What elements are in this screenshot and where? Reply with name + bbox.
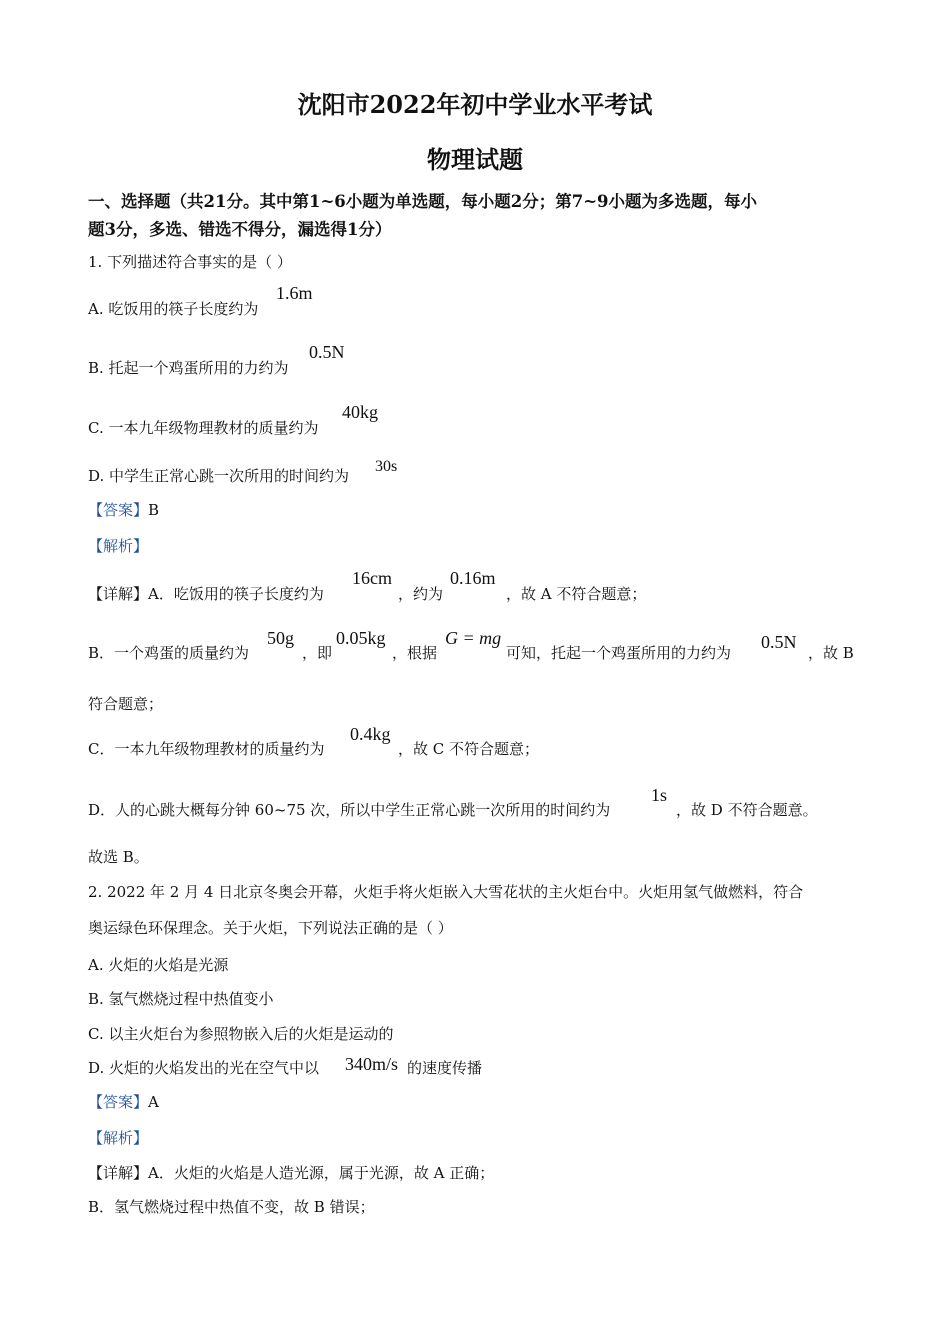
q1-detail-b-text6: 符合题意； <box>88 695 164 713</box>
q1-option-a: A. 吃饭用的筷子长度约为 <box>88 300 259 318</box>
q2-detail-b: B．氢气燃烧过程中热值不变，故 B 错误； <box>88 1198 375 1216</box>
formula-g-mg: G = mg <box>445 628 502 648</box>
q2-option-d-value: 340m/s <box>345 1054 399 1074</box>
q2-answer: A <box>148 1093 159 1111</box>
q1-answer-row <box>88 500 159 520</box>
q1-detail-b-text2: ，即 <box>302 644 333 662</box>
q1-option-b: B. 托起一个鸡蛋所用的力约为 <box>88 359 289 377</box>
section-heading-line1: 一、选择题（共21分。其中第1~6小题为单选题，每小题2分；第7~9小题为多选题，每小 <box>88 192 758 211</box>
q1-option-b-value: 0.5N <box>309 342 345 362</box>
q2-answer-row <box>88 1092 159 1112</box>
q1-detail-b-value1: 50g <box>267 628 294 648</box>
q1-detail-b-text4: 可知，托起一个鸡蛋所用的力约为 <box>506 644 732 662</box>
answer-tag: 【答案】 <box>88 1093 149 1111</box>
q1-detail-a-text3: ，故 A 不符合题意； <box>506 585 647 603</box>
q2-option-b: B. 氢气燃烧过程中热值变小 <box>88 990 274 1008</box>
q1-option-c-value: 40kg <box>342 402 378 422</box>
detail-tag: 【详解】 <box>88 585 149 603</box>
q2-detail-a: A．火炬的火焰是人造光源，属于光源，故 A 正确； <box>148 1164 495 1182</box>
q1-detail-b-text5: ，故 B <box>808 644 854 662</box>
q1-detail-a-value1: 16cm <box>352 568 392 588</box>
q1-option-d: D. 中学生正常心跳一次所用的时间约为 <box>88 467 350 485</box>
exam-subtitle: 物理试题 <box>427 145 523 174</box>
q1-detail-b-text1: B．一个鸡蛋的质量约为 <box>88 644 250 662</box>
q1-detail-a-value2: 0.16m <box>450 568 496 588</box>
q1-stem: 1. 下列描述符合事实的是（ ） <box>88 253 292 271</box>
q1-detail-a-label <box>88 584 324 604</box>
q1-analysis-tag: 【解析】 <box>88 537 149 555</box>
q1-detail-d-text2: ，故 D 不符合题意。 <box>676 801 818 819</box>
q2-option-d-text2: 的速度传播 <box>407 1059 483 1077</box>
q1-detail-c-text2: ，故 C 不符合题意； <box>398 740 540 758</box>
q2-option-d-text1: D. 火炬的火焰发出的光在空气中以 <box>88 1059 320 1077</box>
q1-answer: B <box>148 501 160 519</box>
q1-option-a-value: 1.6m <box>276 283 313 303</box>
q1-detail-c-text1: C．一本九年级物理教材的质量约为 <box>88 740 325 758</box>
q1-detail-a-text2: ，约为 <box>398 585 444 603</box>
q2-option-c: C. 以主火炬台为参照物嵌入后的火炬是运动的 <box>88 1025 394 1043</box>
q2-detail-a-row <box>88 1163 494 1183</box>
q2-option-a: A. 火炬的火焰是光源 <box>88 956 229 974</box>
q1-detail-b-value3: 0.5N <box>761 632 797 652</box>
q1-detail-c-value1: 0.4kg <box>350 724 391 744</box>
q1-detail-b-text3: ，根据 <box>392 644 438 662</box>
q1-option-c: C. 一本九年级物理教材的质量约为 <box>88 419 319 437</box>
q1-conclusion: 故选 B。 <box>88 848 149 866</box>
detail-tag: 【详解】 <box>88 1164 149 1182</box>
q2-analysis-tag: 【解析】 <box>88 1129 149 1147</box>
answer-tag: 【答案】 <box>88 501 149 519</box>
q1-detail-d-text1: D．人的心跳大概每分钟 60~75 次，所以中学生正常心跳一次所用的时间约为 <box>88 801 611 819</box>
q1-detail-d-value1: 1s <box>651 785 668 805</box>
q1-detail-a-text1: A．吃饭用的筷子长度约为 <box>148 585 324 603</box>
q1-option-d-value: 30s <box>375 458 398 475</box>
exam-title: 沈阳市2022年初中学业水平考试 <box>297 90 653 119</box>
section-heading-line2: 题3分，多选、错选不得分，漏选得1分） <box>88 220 392 239</box>
q2-stem-line1: 2. 2022 年 2 月 4 日北京冬奥会开幕，火炬手将火炬嵌入大雪花状的主火炬台中。火炬用氢气做燃料，符合 <box>88 883 804 901</box>
q1-detail-b-value2: 0.05kg <box>336 628 386 648</box>
q2-stem-line2: 奥运绿色环保理念。关于火炬，下列说法正确的是（ ） <box>88 919 453 937</box>
